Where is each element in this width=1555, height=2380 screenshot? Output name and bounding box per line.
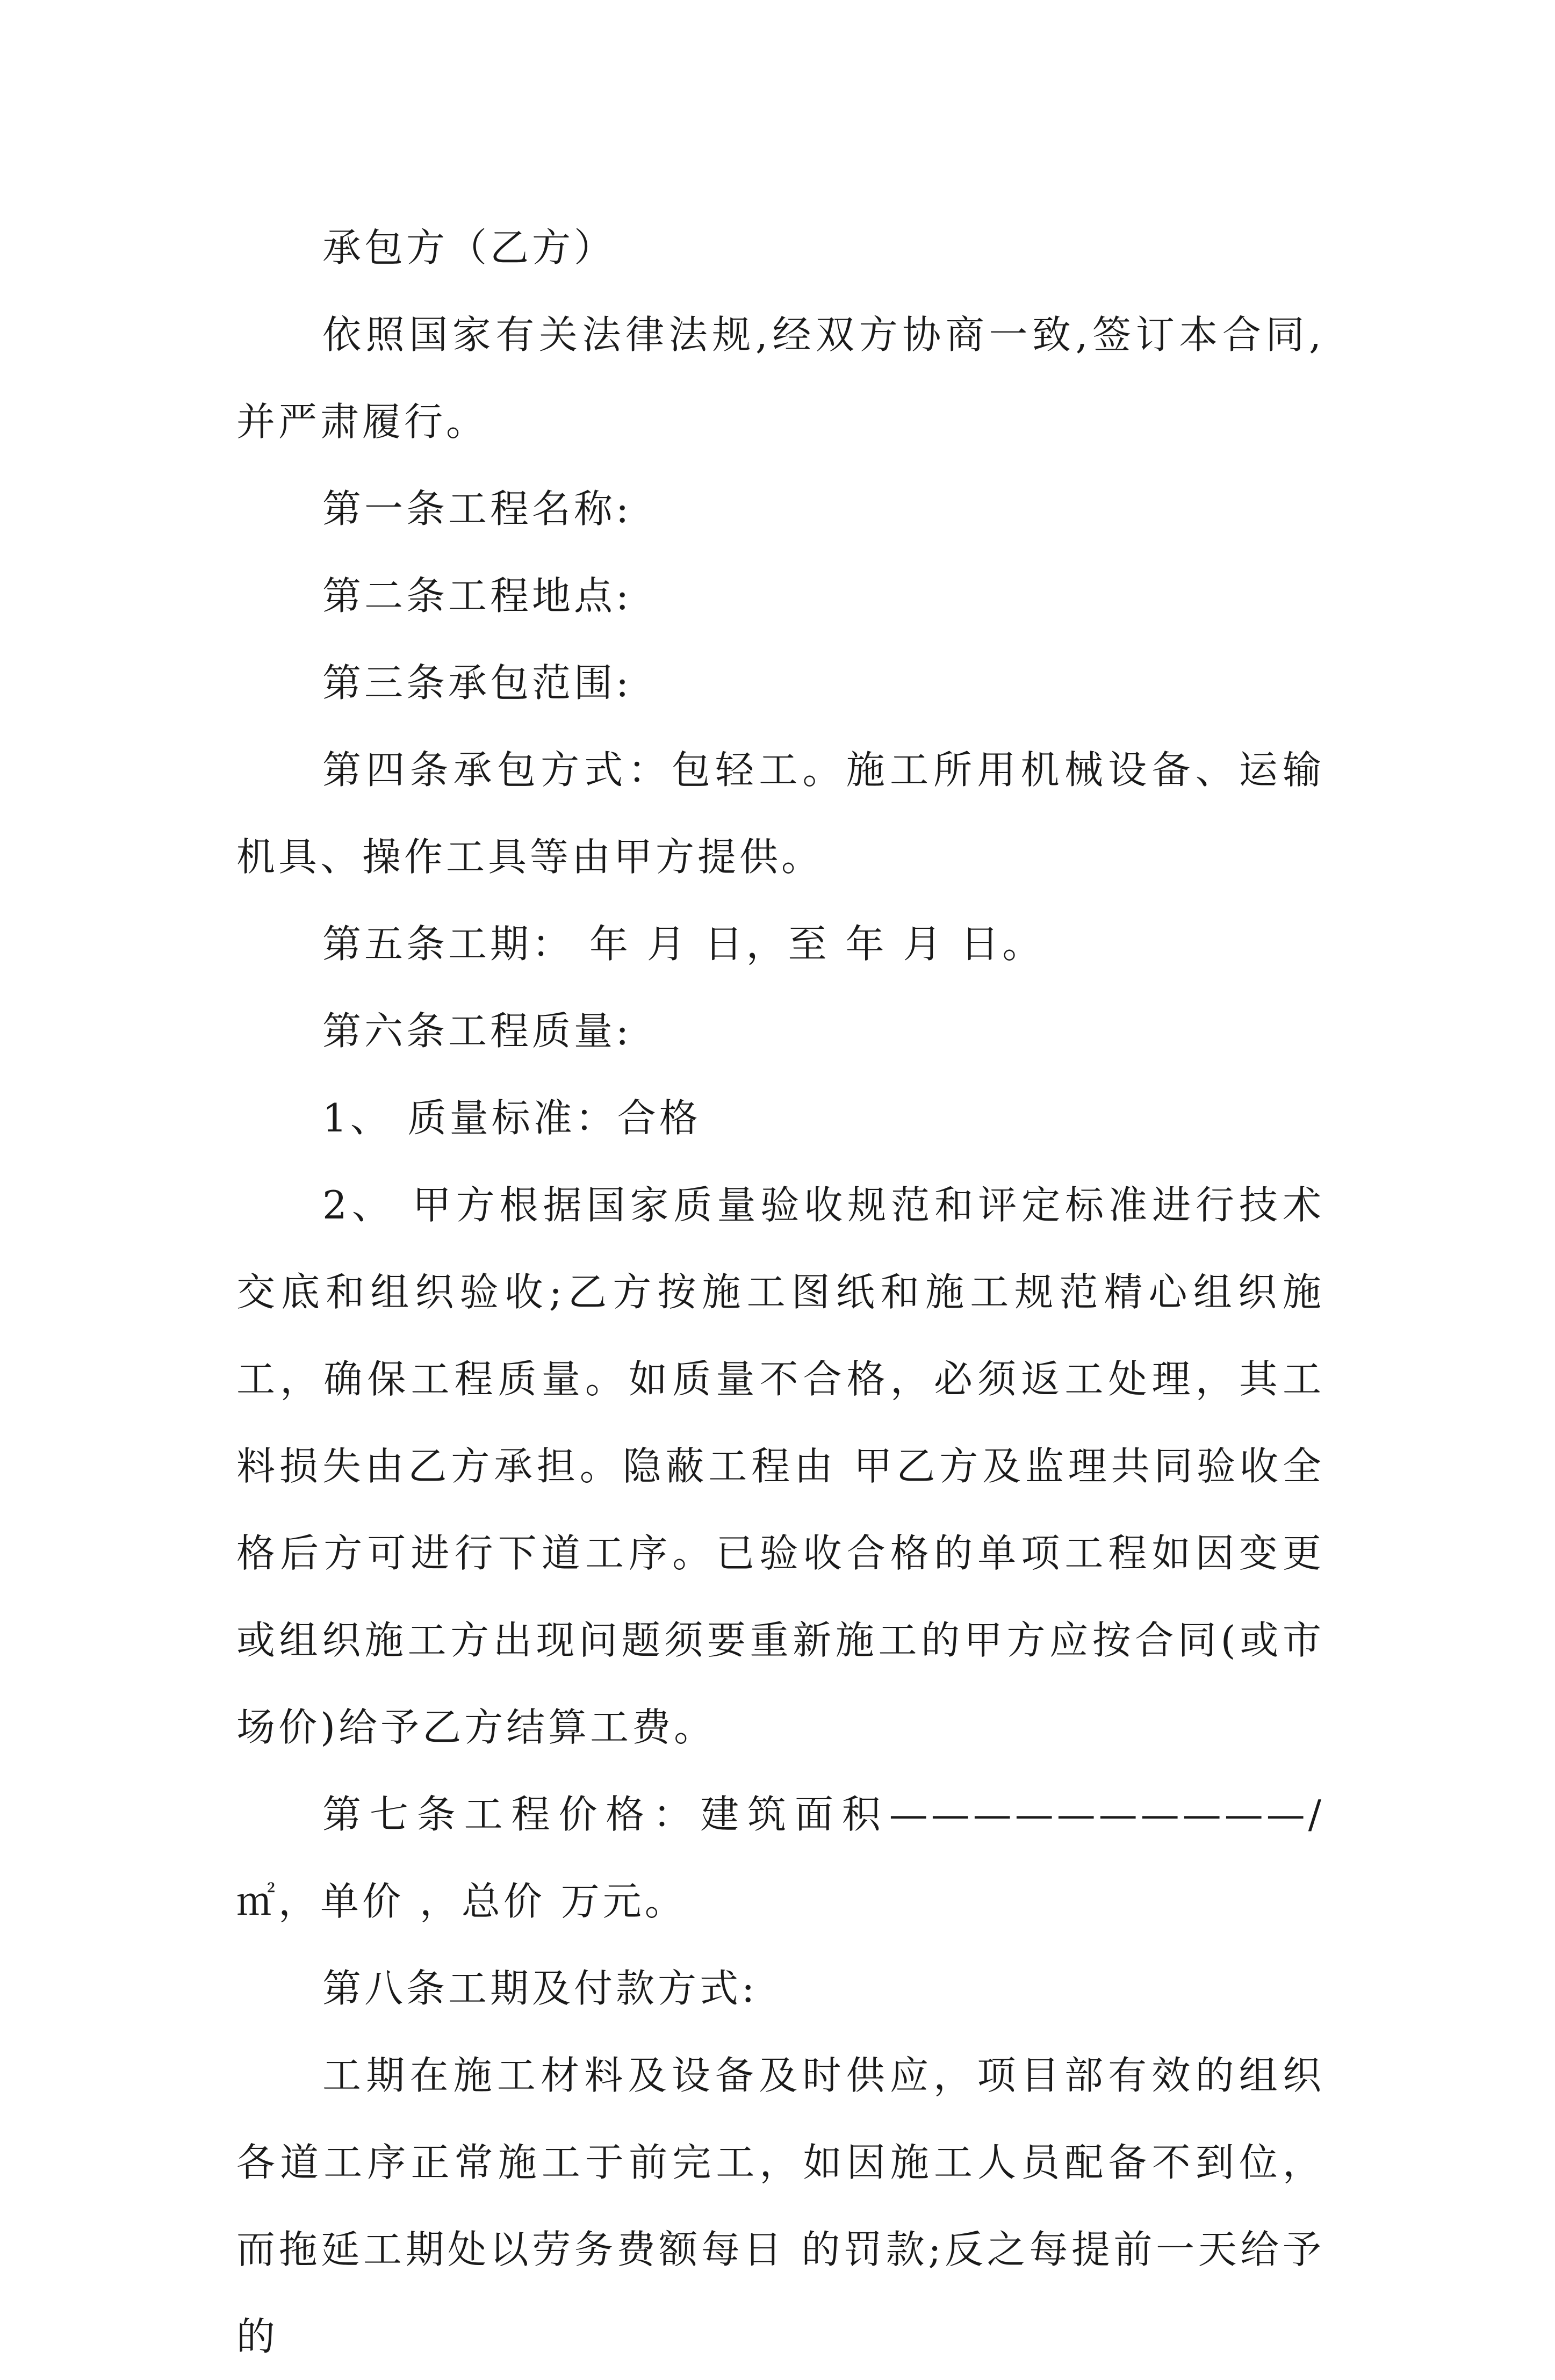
article-2-project-location: 第二条工程地点: — [322, 573, 632, 618]
document-body — [236, 204, 1324, 2380]
article-6-quality-heading: 第六条工程质量: — [322, 1008, 632, 1054]
article-5-duration: 第五条工期： 年 月 日，至 年 月 日。 — [322, 921, 1045, 967]
preamble-paragraph: 依照国家有关法律法规,经双方协商一致,签订本合同,并严肃履行。 — [236, 312, 1324, 444]
contractor-party-line: 承包方（乙方） — [322, 225, 616, 270]
article-4-contract-method: 第四条承包方式：包轻工。施工所用机械设备、运输机具、操作工具等由甲方提供。 — [236, 747, 1324, 879]
article-8-payment-heading: 第八条工期及付款方式: — [322, 1966, 758, 2011]
quality-item-2: 2、 甲方根据国家质量验收规范和评定标准进行技术交底和组织验收;乙方按施工图纸和施工规范精心组织施工，确保工程质量。如质量不合格，必须返工处理，其工料损失由乙方承担。隐蔽工程由 甲乙方及监理共同验收全格后方可进行下道工序。已验收合格的单项工程如因变更或组织施工方出现问题须要重新施工的甲方应按合同(或市场价)给予乙方结算工费。 — [236, 1182, 1324, 1750]
article-7-price: 第七条工程价格：建筑面积——————————/㎡，单价 ，总价 万元。 — [236, 1792, 1324, 1924]
quality-item-1: 1、 质量标准：合格 — [322, 1095, 701, 1141]
article-3-contract-scope: 第三条承包范围: — [322, 660, 632, 705]
schedule-paragraph: 工期在施工材料及设备及时供应，项目部有效的组织各道工序正常施工于前完工，如因施工人员配备不到位，而拖延工期处以劳务费额每日 的罚款;反之每提前一天给予 的 — [236, 2053, 1324, 2359]
article-1-project-name: 第一条工程名称: — [322, 486, 632, 531]
